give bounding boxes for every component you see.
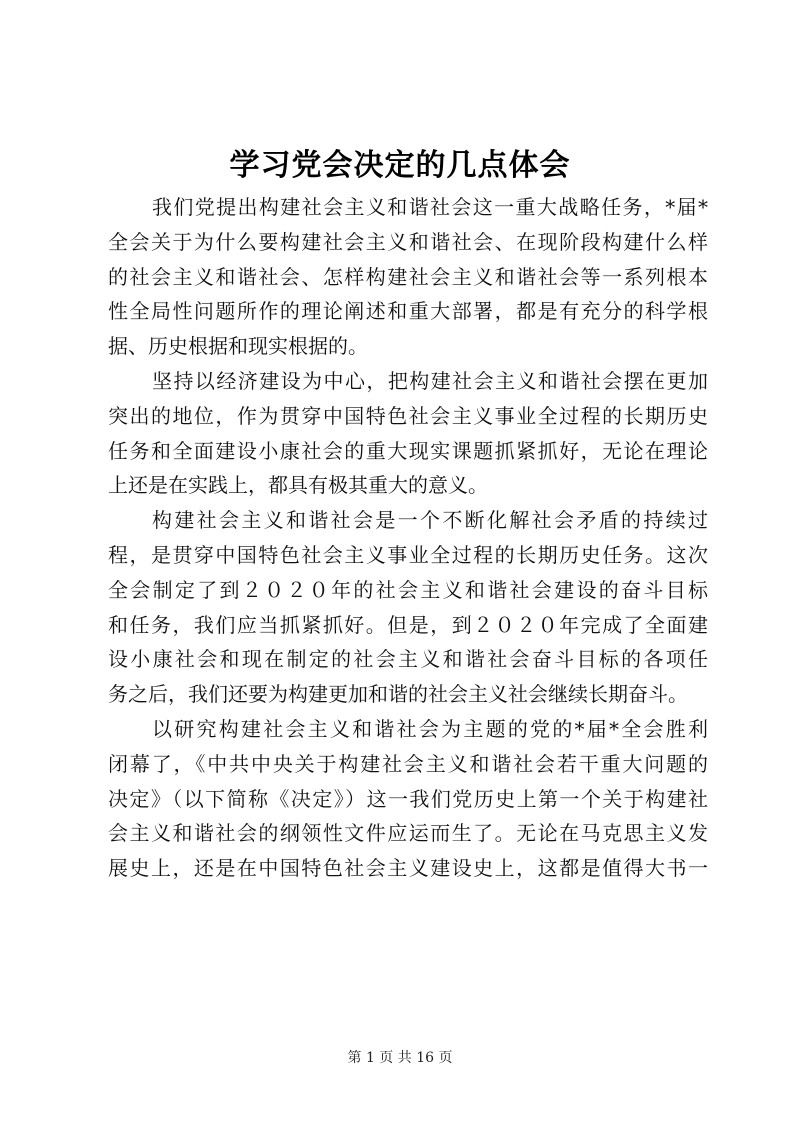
paragraph-4-line-5: 展史上，还是在中国特色社会主义建设史上，这都是值得大书一 (108, 856, 708, 881)
paragraph-4-line-4: 会主义和谐社会的纲领性文件应运而生了。无论在马克思主义发 (108, 821, 708, 846)
paragraph-3-line-3: 全会制定了到２０２０年的社会主义和谐社会建设的奋斗目标 (108, 577, 708, 602)
paragraph-1-line-2: 全会关于为什么要构建社会主义和谐社会、在现阶段构建什么样 (108, 229, 708, 254)
page-number-footer: 第 1 页 共 16 页 (347, 1050, 453, 1066)
paragraph-2-line-2: 突出的地位，作为贯穿中国特色社会主义事业全过程的长期历史 (108, 403, 708, 428)
document-body (108, 190, 708, 886)
paragraph-4-line-2: 闭幕了，《中共中央关于构建社会主义和谐社会若干重大问题的 (108, 751, 708, 776)
paragraph-3-line-5: 设小康社会和现在制定的社会主义和谐社会奋斗目标的各项任 (108, 647, 708, 672)
paragraph-3-line-1: 构建社会主义和谐社会是一个不断化解社会矛盾的持续过 (152, 508, 708, 533)
paragraph-2-line-1: 坚持以经济建设为中心，把构建社会主义和谐社会摆在更加 (152, 368, 708, 393)
paragraph-1-line-5: 据、历史根据和现实根据的。 (108, 334, 368, 359)
paragraph-1-line-4: 性全局性问题所作的理论阐述和重大部署，都是有充分的科学根 (108, 299, 708, 324)
paragraph-4-line-1: 以研究构建社会主义和谐社会为主题的党的*届*全会胜利 (152, 716, 708, 741)
paragraph-1-line-3: 的社会主义和谐社会、怎样构建社会主义和谐社会等一系列根本 (108, 264, 708, 289)
document-title: 学习党会决定的几点体会 (229, 148, 571, 183)
paragraph-2-line-4: 上还是在实践上，都具有极其重大的意义。 (108, 473, 488, 498)
paragraph-3-line-4: 和任务，我们应当抓紧抓好。但是，到２０２０年完成了全面建 (108, 612, 708, 637)
paragraph-4-line-3: 决定》（以下简称《决定》）这一我们党历史上第一个关于构建社 (108, 786, 708, 811)
paragraph-3-line-2: 程，是贯穿中国特色社会主义事业全过程的长期历史任务。这次 (108, 542, 708, 567)
paragraph-3-line-6: 务之后，我们还要为构建更加和谐的社会主义社会继续长期奋斗。 (108, 682, 688, 707)
paragraph-1-line-1: 我们党提出构建社会主义和谐社会这一重大战略任务，*届* (152, 195, 708, 219)
paragraph-2-line-3: 任务和全面建设小康社会的重大现实课题抓紧抓好，无论在理论 (108, 438, 708, 463)
